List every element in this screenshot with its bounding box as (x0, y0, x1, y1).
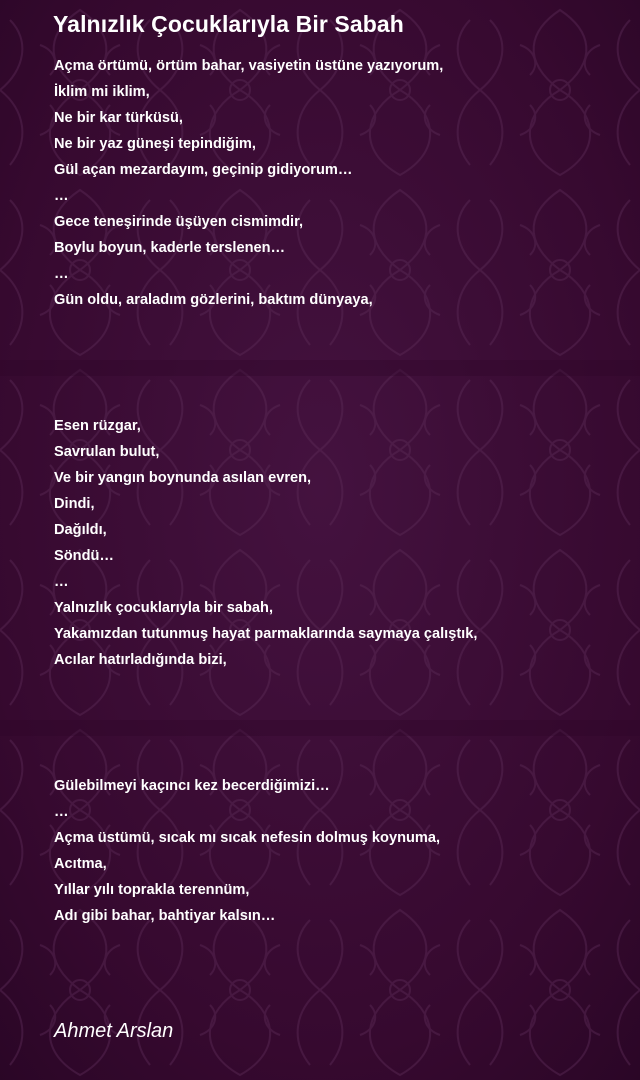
poem-line: Ve bir yangın boynunda asılan evren, (54, 470, 312, 486)
poem-line: Esen rüzgar, (54, 418, 141, 434)
poem-line: İklim mi iklim, (54, 84, 150, 100)
poem-line: Adı gibi bahar, bahtiyar kalsın… (54, 908, 276, 924)
poem-line: … (54, 804, 69, 820)
poem-line: Dağıldı, (54, 522, 107, 538)
poem-line: Acıtma, (54, 856, 107, 872)
poem-line: Gün oldu, araladım gözlerini, baktım dünyaya, (54, 292, 373, 308)
poem-line: Yakamızdan tutunmuş hayat parmaklarında saymaya çalıştık, (54, 626, 478, 642)
poem-author: Ahmet Arslan (54, 1020, 174, 1042)
poem-line: Yıllar yılı toprakla terennüm, (54, 882, 250, 898)
poem-line: Açma üstümü, sıcak mı sıcak nefesin dolmuş koynuma, (54, 830, 441, 846)
poem-title: Yalnızlık Çocuklarıyla Bir Sabah (53, 11, 404, 37)
poem-line: Dindi, (54, 496, 95, 512)
poem-line: Gece teneşirinde üşüyen cismimdir, (54, 214, 304, 230)
poem-line: Gülebilmeyi kaçıncı kez becerdiğimizi… (54, 778, 330, 794)
poem-line: Ne bir kar türküsü, (54, 110, 183, 126)
poem-line: Gül açan mezardayım, geçinip gidiyorum… (54, 162, 353, 178)
poem-line: Savrulan bulut, (54, 444, 160, 460)
poem-line: Açma örtümü, örtüm bahar, vasiyetin üstüne yazıyorum, (54, 58, 444, 74)
poem-line: … (54, 188, 69, 204)
poem-line: Acılar hatırladığında bizi, (54, 652, 227, 668)
poem-line: Boylu boyun, kaderle terslenen… (54, 240, 286, 256)
poem-line: Ne bir yaz güneşi tepindiğim, (54, 136, 256, 152)
poem-line: … (54, 266, 69, 282)
poem-line: Yalnızlık çocuklarıyla bir sabah, (54, 600, 274, 616)
poem-line: Söndü… (54, 548, 114, 564)
poem-line: … (54, 574, 69, 590)
